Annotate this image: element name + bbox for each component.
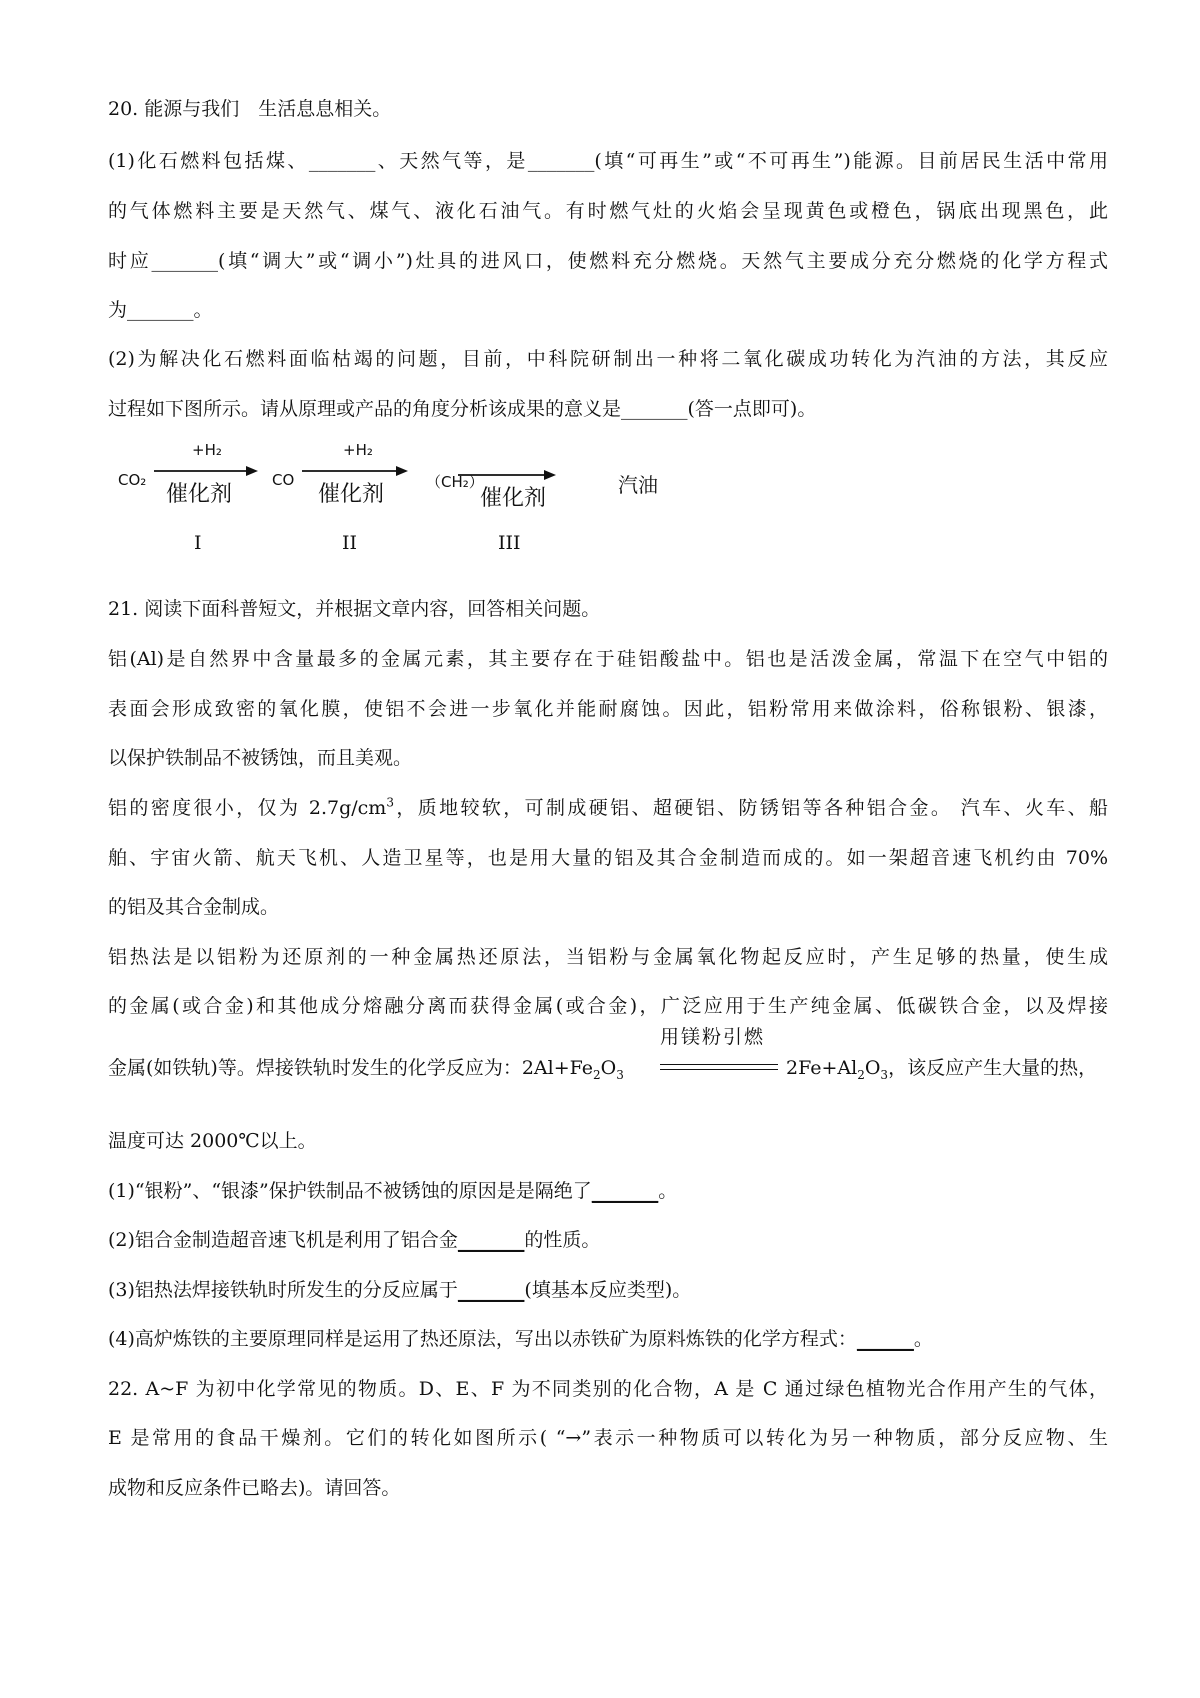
q21-b1: 铝的密度很小，仅为 $2.7g/cm^3$，质地较软，可制成硬铝、超硬铝、防锈铝等各种铝合金。 汽车、火车、船 bbox=[108, 795, 1108, 819]
co2-label: CO₂ bbox=[118, 471, 147, 489]
equation-bar bbox=[660, 1064, 778, 1065]
co-label: CO bbox=[272, 471, 295, 489]
blank: _______ bbox=[457, 1279, 525, 1301]
q21-c3-post: $2Fe+Al_2O_3$，该反应产生大量的热， bbox=[786, 1057, 1098, 1082]
blank: _______ bbox=[308, 150, 376, 172]
q20-title: 20. 能源与我们 生活息息相关。 bbox=[108, 98, 392, 120]
catalyst-label-1: 催化剂 bbox=[166, 482, 233, 507]
q21-b3: 的铝及其合金制成。 bbox=[108, 896, 280, 918]
blank: _______ bbox=[591, 1180, 659, 1202]
q21-c3-pre: 金属(如铁轨)等。焊接铁轨时发生的化学反应为：$2Al+Fe_2O_3$ bbox=[108, 1057, 624, 1082]
ch2-label: （CH₂） bbox=[426, 473, 484, 491]
step-label-3: III bbox=[498, 532, 521, 554]
q21-a3: 以保护铁制品不被锈蚀，而且美观。 bbox=[108, 747, 413, 769]
q20-p1-line1: (1)化石燃料包括煤、_______、天然气等，是_______(填“可再生”或“不可再生”)能源。目前居民生活中常用 bbox=[108, 150, 1108, 172]
q22-line1: 22. A~F 为初中化学常见的物质。D、E、F 为不同类别的化合物，A 是 C 通过绿色植物光合作用产生的气体， bbox=[108, 1378, 1108, 1400]
catalyst-label-2: 催化剂 bbox=[318, 482, 385, 507]
q21-b2: 舶、宇宙火箭、航天飞机、人造卫星等，也是用大量的铝及其合金制造而成的。如一架超音速飞机约由 70% bbox=[108, 847, 1108, 869]
q20-p2-line1: (2)为解决化石燃料面临枯竭的问题，目前，中科院研制出一种将二氧化碳成功转化为汽油的方法，其反应 bbox=[108, 348, 1108, 370]
q21-c2: 的金属(或合金)和其他成分熔融分离而获得金属(或合金)，广泛应用于生产纯金属、低碳铁合金，以及焊接 bbox=[108, 995, 1108, 1017]
q21-a2: 表面会形成致密的氧化膜，使铝不会进一步氧化并能耐腐蚀。因此，铝粉常用来做涂料，俗称银粉、银漆， bbox=[108, 698, 1108, 720]
q20-p1-line3: 时应_______(填“调大”或“调小”)灶具的进风口，使燃料充分燃烧。天然气主要成分充分燃烧的化学方程式 bbox=[108, 250, 1108, 272]
step-label-1: I bbox=[194, 532, 202, 554]
arrow-icon bbox=[458, 470, 556, 480]
arrow-icon bbox=[154, 466, 258, 476]
blank: _______ bbox=[527, 150, 595, 172]
step-label-2: II bbox=[342, 532, 358, 554]
blank: ______ bbox=[856, 1328, 914, 1350]
q21-title: 21. 阅读下面科普短文，并根据文章内容，回答相关问题。 bbox=[108, 598, 601, 620]
scheme-arrows bbox=[100, 425, 720, 565]
h2-label-2: +H₂ bbox=[343, 441, 373, 459]
q21-q2: (2)铝合金制造超音速飞机是利用了铝合金_______的性质。 bbox=[108, 1229, 601, 1251]
arrow-icon bbox=[302, 466, 408, 476]
blank: _______ bbox=[457, 1229, 525, 1251]
q20-p2-line2: 过程如下图所示。请从原理或产品的角度分析该成果的意义是_______(答一点即可)。 bbox=[108, 398, 817, 420]
blank: _______ bbox=[621, 398, 688, 420]
catalyst-label-3: 催化剂 bbox=[480, 486, 547, 511]
q20-p1-line4: 为_______。 bbox=[108, 299, 213, 321]
blank: _______ bbox=[127, 299, 194, 321]
q22-line3: 成物和反应条件已略去)。请回答。 bbox=[108, 1477, 401, 1499]
blank: _______ bbox=[151, 250, 218, 272]
q21-q4: (4)高炉炼铁的主要原理同样是运用了热还原法，写出以赤铁矿为原料炼铁的化学方程式：______。 bbox=[108, 1328, 933, 1350]
q21-q1: (1)“银粉”、“银漆”保护铁制品不被锈蚀的原因是是隔绝了_______。 bbox=[108, 1180, 678, 1202]
q22-line2: E 是常用的食品干燥剂。它们的转化如图所示( “→”表示一种物质可以转化为另一种物质，部分反应物、生 bbox=[108, 1427, 1108, 1449]
q21-c1: 铝热法是以铝粉为还原剂的一种金属热还原法，当铝粉与金属氧化物起反应时，产生足够的热量，使生成 bbox=[108, 946, 1108, 968]
equation-bar bbox=[660, 1069, 778, 1070]
q21-q3: (3)铝热法焊接铁轨时所发生的分反应属于_______(填基本反应类型)。 bbox=[108, 1279, 692, 1301]
q21-c4: 温度可达 2000℃以上。 bbox=[108, 1130, 317, 1152]
h2-label-1: +H₂ bbox=[192, 441, 222, 459]
gasoline-label: 汽油 bbox=[618, 473, 658, 497]
reaction-scheme bbox=[100, 425, 720, 565]
equation-condition: 用镁粉引燃 bbox=[660, 1026, 766, 1048]
q20-p1-line2: 的气体燃料主要是天然气、煤气、液化石油气。有时燃气灶的火焰会呈现黄色或橙色，锅底出现黑色，此 bbox=[108, 200, 1108, 222]
q21-a1: 铝(Al)是自然界中含量最多的金属元素，其主要存在于硅铝酸盐中。铝也是活泼金属，常温下在空气中铝的 bbox=[108, 648, 1108, 670]
